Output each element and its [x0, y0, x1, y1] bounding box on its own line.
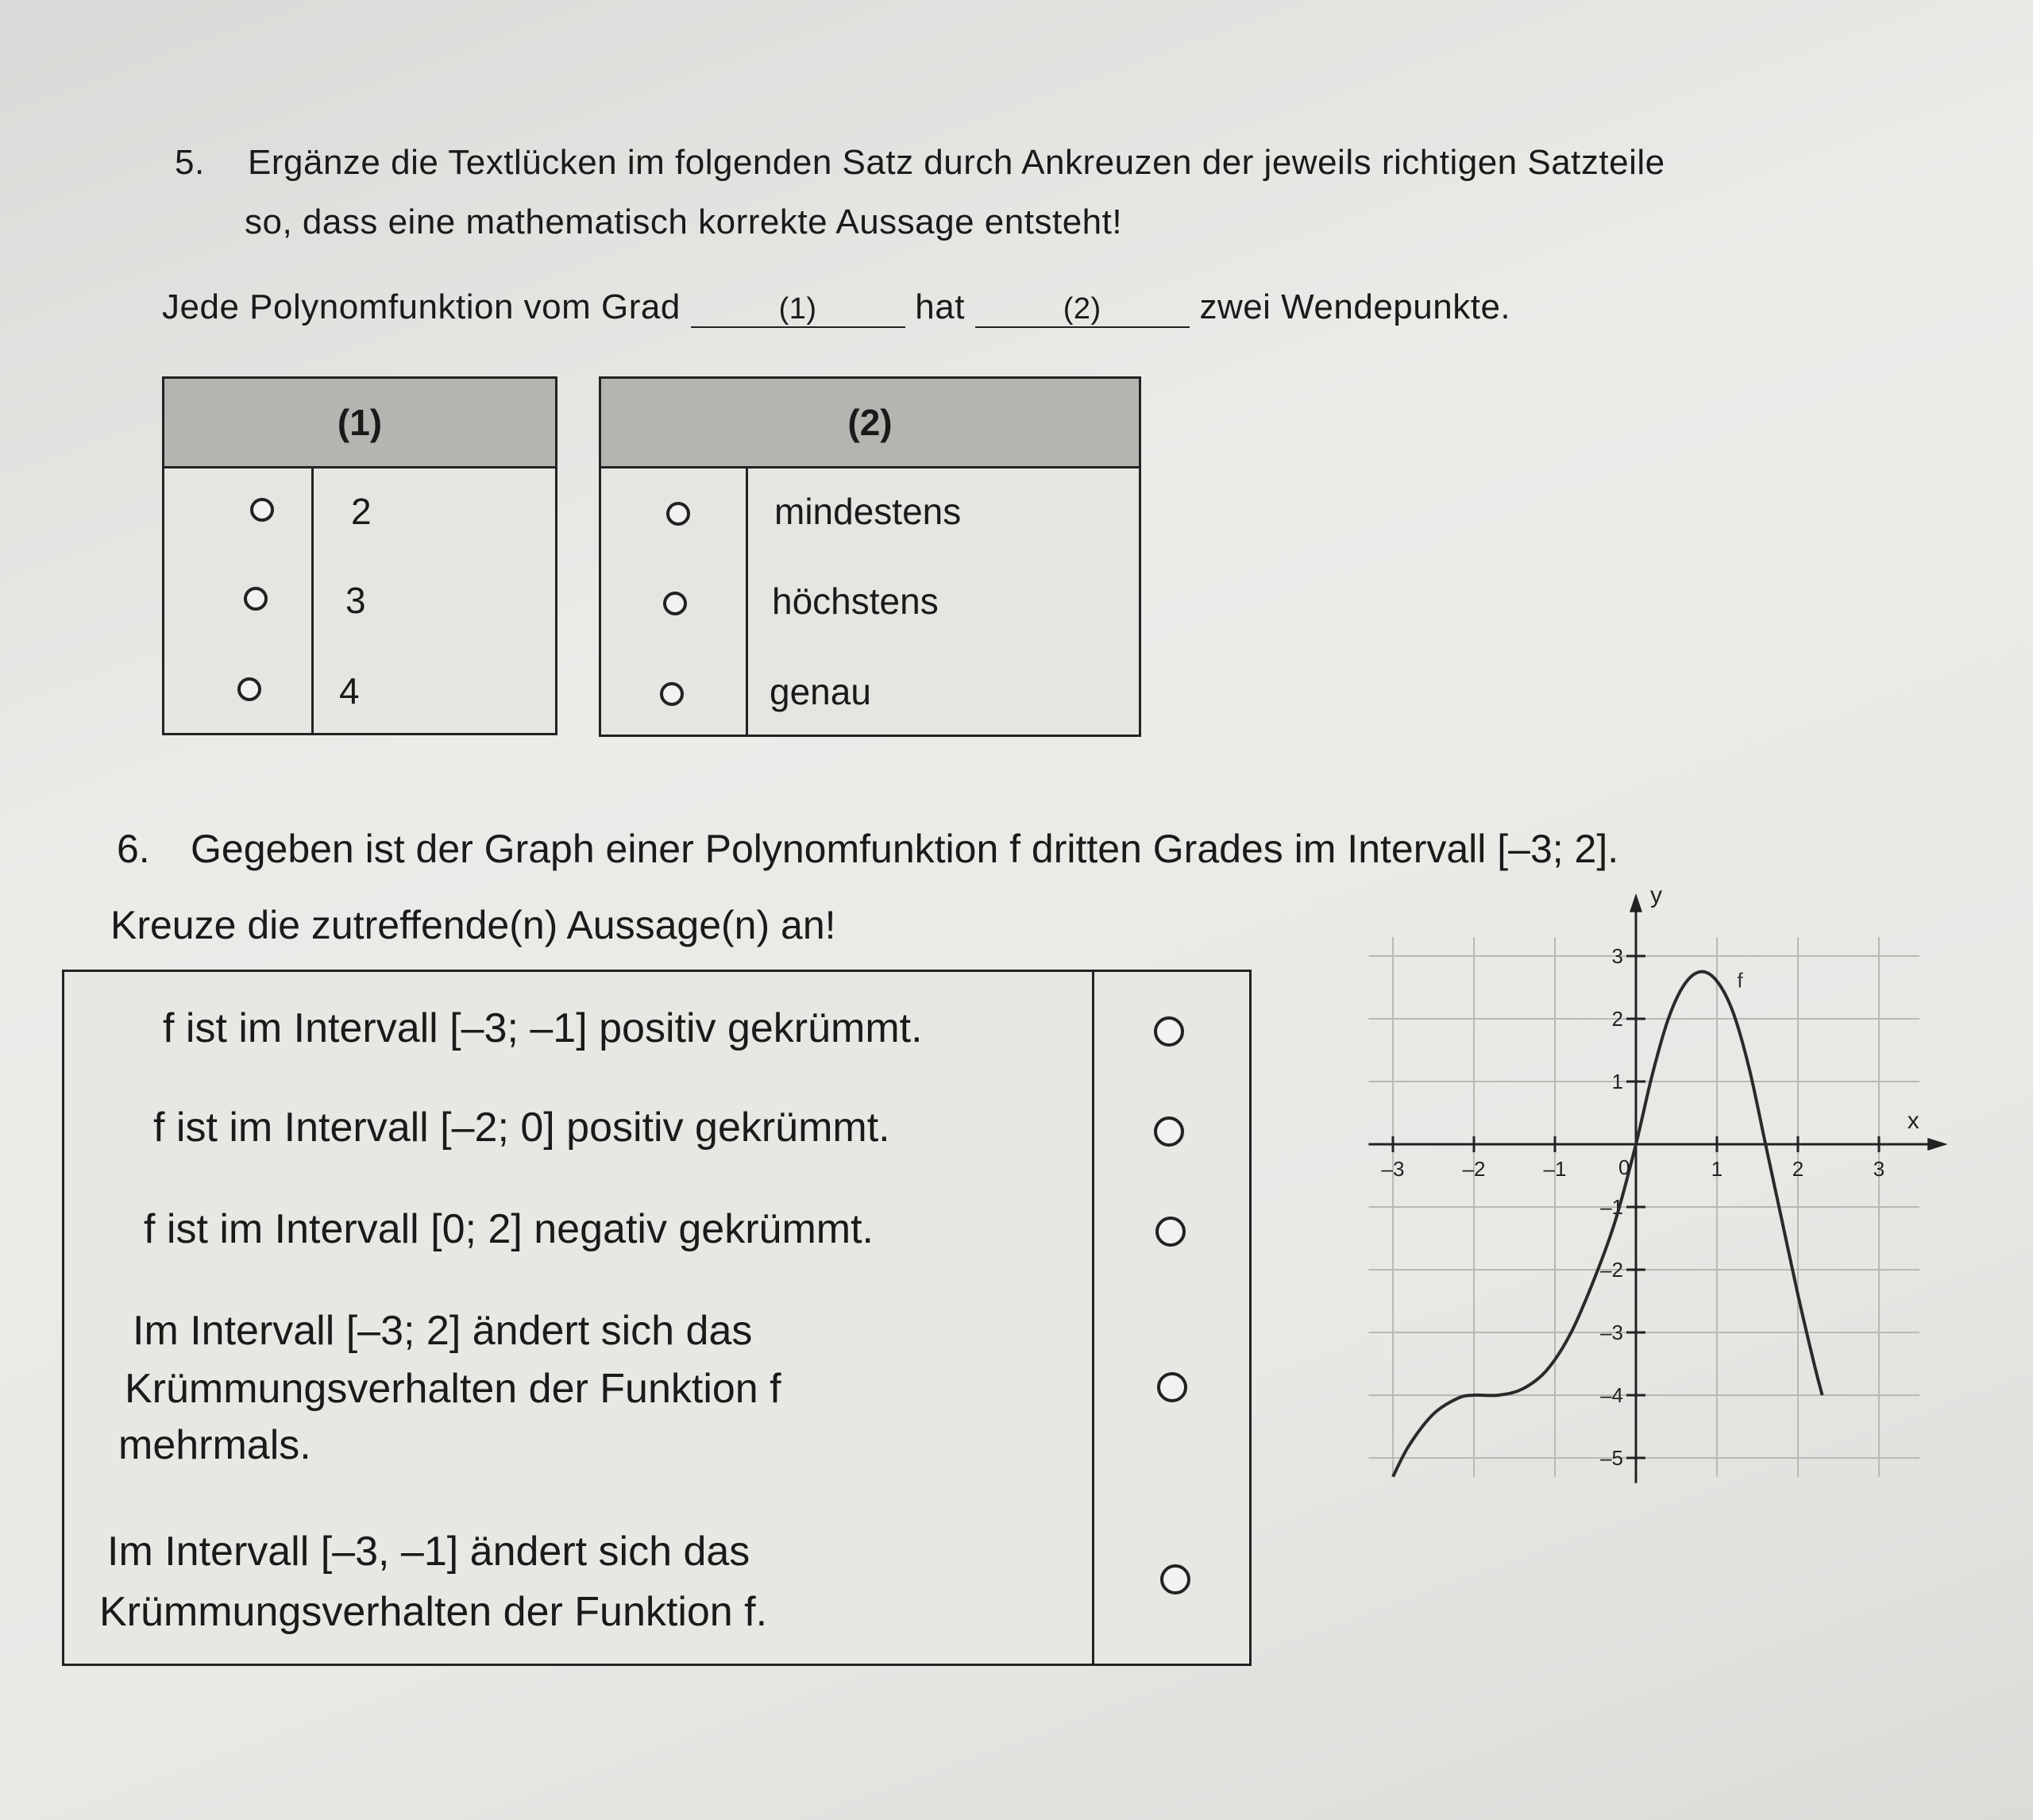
checkbox-statement-5[interactable] [1160, 1564, 1190, 1594]
question-5-number: 5. [175, 143, 205, 182]
y-tick-label: 2 [1611, 1007, 1623, 1031]
y-tick-label: –4 [1600, 1383, 1623, 1407]
statement-4-line-2: Krümmungsverhalten der Funktion f [125, 1366, 781, 1412]
x-tick-label: –1 [1543, 1157, 1567, 1181]
statement-5-line-1: Im Intervall [–3, –1] ändert sich das [107, 1529, 750, 1575]
question-5-line-2: so, dass eine mathematisch korrekte Aussage entsteht! [245, 202, 1123, 241]
x-tick-label: 1 [1711, 1157, 1723, 1181]
table-2-header: (2) [601, 379, 1139, 468]
sentence-part-3: zwei Wendepunkte. [1199, 287, 1511, 326]
curve-label-f: f [1737, 968, 1743, 993]
column-divider [311, 466, 314, 733]
question-6-instruction: Kreuze die zutreffende(n) Aussage(n) an! [110, 903, 836, 947]
x-axis-label: x [1907, 1108, 1919, 1134]
radio-option-2[interactable] [250, 498, 274, 522]
option-label: 2 [351, 491, 372, 532]
question-6-number: 6. [117, 827, 150, 871]
y-tick-label: 3 [1611, 944, 1623, 968]
checkbox-statement-4[interactable] [1157, 1372, 1187, 1402]
question-6-heading: Gegeben ist der Graph einer Polynomfunktion f dritten Grades im Intervall [–3; 2]. [191, 827, 1619, 871]
option-label: 4 [339, 670, 360, 711]
option-label: 3 [345, 580, 366, 621]
x-axis-arrow-icon [1927, 1138, 1948, 1151]
statement-5-line-2: Krümmungsverhalten der Funktion f. [99, 1589, 768, 1635]
checkbox-statement-3[interactable] [1155, 1217, 1186, 1247]
blank-1: (1) [691, 292, 905, 328]
radio-option-4[interactable] [237, 677, 261, 701]
question-5-line-1: Ergänze die Textlücken im folgenden Satz durch Ankreuzen der jeweils richtigen Satzteile [248, 143, 1665, 182]
column-divider [1092, 972, 1094, 1664]
statements-table [62, 970, 1252, 1666]
statement-3: f ist im Intervall [0; 2] negativ gekrümmt. [144, 1206, 874, 1252]
options-table-1 [162, 376, 557, 735]
options-table-2 [599, 376, 1141, 737]
x-tick-label: 3 [1873, 1157, 1885, 1181]
x-tick-label: –3 [1381, 1157, 1405, 1181]
radio-option-mindestens[interactable] [666, 502, 690, 526]
sentence-part-2: hat [915, 287, 965, 326]
column-divider [746, 466, 748, 735]
checkbox-statement-2[interactable] [1154, 1116, 1184, 1147]
option-label: höchstens [772, 580, 939, 622]
statement-4-line-3: mehrmals. [118, 1422, 311, 1468]
radio-option-3[interactable] [244, 587, 268, 611]
y-tick-label: –5 [1600, 1446, 1623, 1470]
function-graph [1350, 881, 1985, 1699]
y-axis-arrow-icon [1630, 893, 1642, 912]
radio-option-hoechstens[interactable] [663, 592, 687, 615]
statement-2: f ist im Intervall [–2; 0] positiv gekrümmt. [153, 1105, 890, 1151]
blank-2: (2) [975, 292, 1190, 328]
statement-1: f ist im Intervall [–3; –1] positiv gekrümmt. [163, 1005, 923, 1051]
x-tick-label: –2 [1462, 1157, 1486, 1181]
y-tick-label: –1 [1600, 1195, 1623, 1219]
checkbox-statement-1[interactable] [1154, 1016, 1184, 1047]
y-tick-label: 1 [1611, 1070, 1623, 1093]
y-tick-label: –3 [1600, 1321, 1623, 1344]
option-label: genau [770, 671, 871, 712]
x-tick-label: 2 [1792, 1157, 1804, 1181]
sentence-part-1: Jede Polynomfunktion vom Grad [162, 287, 681, 326]
y-tick-label: –2 [1600, 1258, 1623, 1282]
origin-label: 0 [1618, 1155, 1630, 1179]
option-label: mindestens [774, 491, 962, 532]
y-axis-label: y [1650, 881, 1662, 908]
cloze-sentence [162, 287, 1510, 328]
table-1-header: (1) [164, 379, 555, 468]
radio-option-genau[interactable] [660, 682, 684, 706]
statement-4-line-1: Im Intervall [–3; 2] ändert sich das [133, 1308, 753, 1354]
